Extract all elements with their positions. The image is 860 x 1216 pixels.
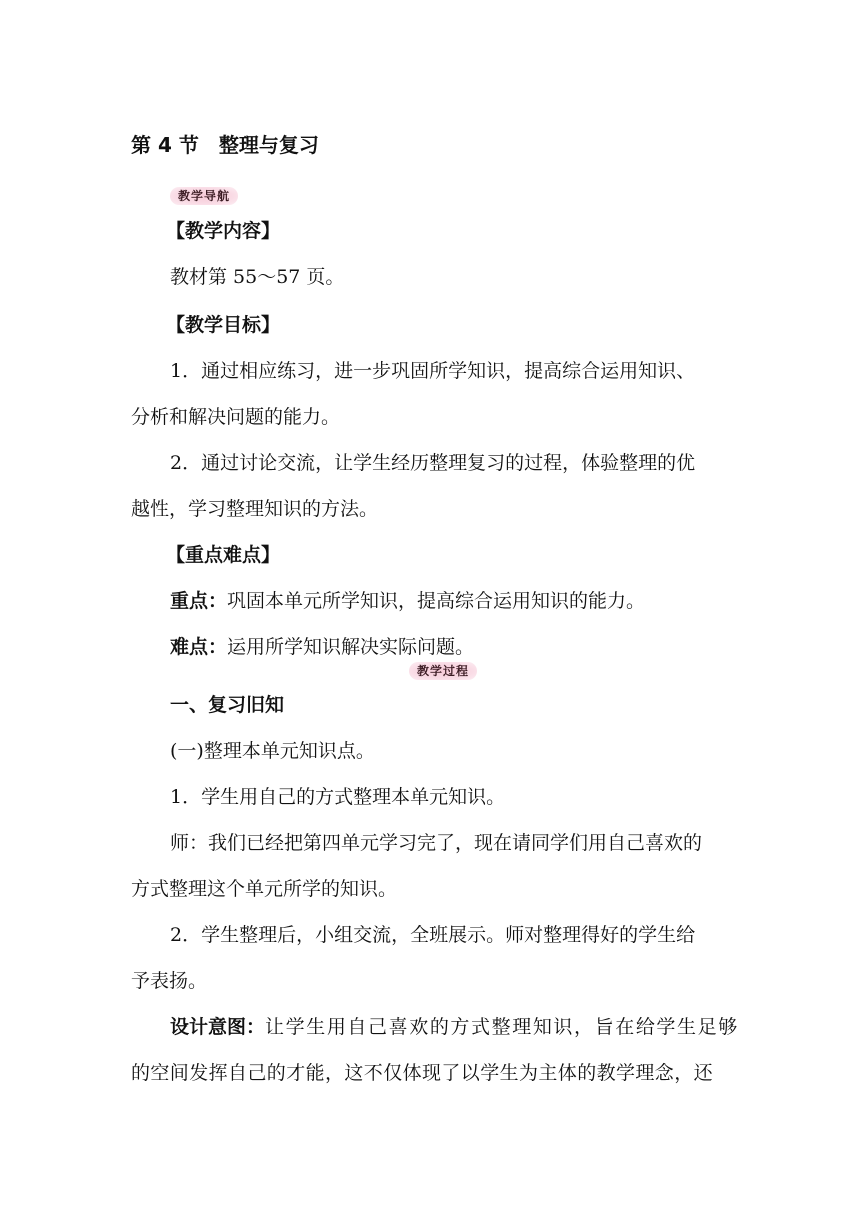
goal-2-line-2: 越性，学习整理知识的方法。 [131,498,379,520]
design-intent-line-2: 的空间发挥自己的才能，这不仅体现了以学生为主体的教学理念，还 [131,1062,714,1084]
heading-key-points: 【重点难点】 [166,544,281,566]
heading-teaching-goals: 【教学目标】 [166,314,281,336]
teaching-nav-badge: 教学导航 [170,187,238,205]
step-2-line-1: 2．学生整理后，小组交流，全班展示。师对整理得好的学生给 [170,924,696,946]
key-point-text: 巩固本单元所学知识，提高综合运用知识的能力。 [227,590,646,612]
design-intent-line-1 [170,1015,739,1039]
difficulty-text: 运用所学知识解决实际问题。 [227,636,475,658]
teacher-line-1: 师：我们已经把第四单元学习完了，现在请同学们用自己喜欢的 [170,832,703,854]
step-1: 1．学生用自己的方式整理本单元知识。 [170,786,506,808]
heading-teaching-content: 【教学内容】 [166,220,281,242]
design-intent-text-1: 让学生用自己喜欢的方式整理知识，旨在给学生足够 [265,1016,739,1038]
key-point-line [170,589,645,613]
goal-1-line-1: 1．通过相应练习，进一步巩固所学知识，提高综合运用知识、 [170,360,696,382]
goal-2-line-1: 2．通过讨论交流，让学生经历整理复习的过程，体验整理的优 [170,452,696,474]
section-title: 第 4 节 整理与复习 [131,133,319,157]
goal-1-line-2: 分析和解决问题的能力。 [131,406,341,428]
teaching-process-badge: 教学过程 [409,662,477,680]
design-intent-label: 设计意图： [170,1016,266,1038]
difficulty-label: 难点： [170,636,228,658]
step-2-line-2: 予表扬。 [131,970,208,992]
teaching-content-text: 教材第 55～57 页。 [170,266,345,288]
key-point-label: 重点： [170,590,228,612]
difficulty-line [170,635,474,659]
teacher-line-2: 方式整理这个单元所学的知识。 [131,878,398,900]
section-1-heading: 一、复习旧知 [170,694,285,716]
subsection-1: (一)整理本单元知识点。 [170,740,375,762]
